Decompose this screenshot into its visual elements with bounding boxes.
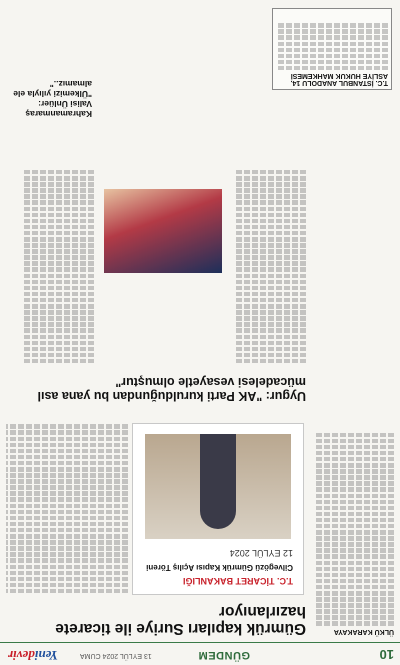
banner-date: 12 EYLÜL 2024 [229,548,293,558]
speaker-figure [200,434,236,529]
event-banner [132,423,304,595]
banner-ministry: T.C. TİCARET BAKANLIĞI [183,576,293,586]
newspaper-logo [8,647,58,663]
court-notice [272,8,392,90]
left-column-head: ÜLKÜ KARAKAYA [333,628,394,635]
page-header [0,642,400,665]
side-headline: Kahramanmaraş Valisi Ünlüer: "Ülkemizi yılıyla ele almamız.." [13,79,92,119]
logo-part2: devir [8,648,35,663]
court-notice-title: T.C. İSTANBUL ANADOLU 14. ASLİYE HUKUK MAHKEMESİ [290,72,388,86]
second-headline: Uygur: "AK Parti kurulduğundan bu yana asıl mücadelesi vesayetle olmuştur" [37,375,306,403]
logo-part1: Yeni [34,648,58,663]
main-story-body [6,423,128,595]
banner-event: Cilvegözü Gümrük Kapısı Açılış Töreni [146,563,293,572]
section-title: GÜNDEM [198,649,250,661]
story-column-2 [22,168,94,365]
speaker-photo [145,434,291,539]
story-column-1 [234,168,306,365]
page-number: 10 [379,647,394,662]
left-column [316,431,394,637]
event-photo [104,189,222,273]
issue-date: 13 EYLÜL 2024 CUMA [80,652,152,659]
main-headline: Gümrük kapıları Suriye ile ticarete hazırlanıyor [55,603,306,637]
